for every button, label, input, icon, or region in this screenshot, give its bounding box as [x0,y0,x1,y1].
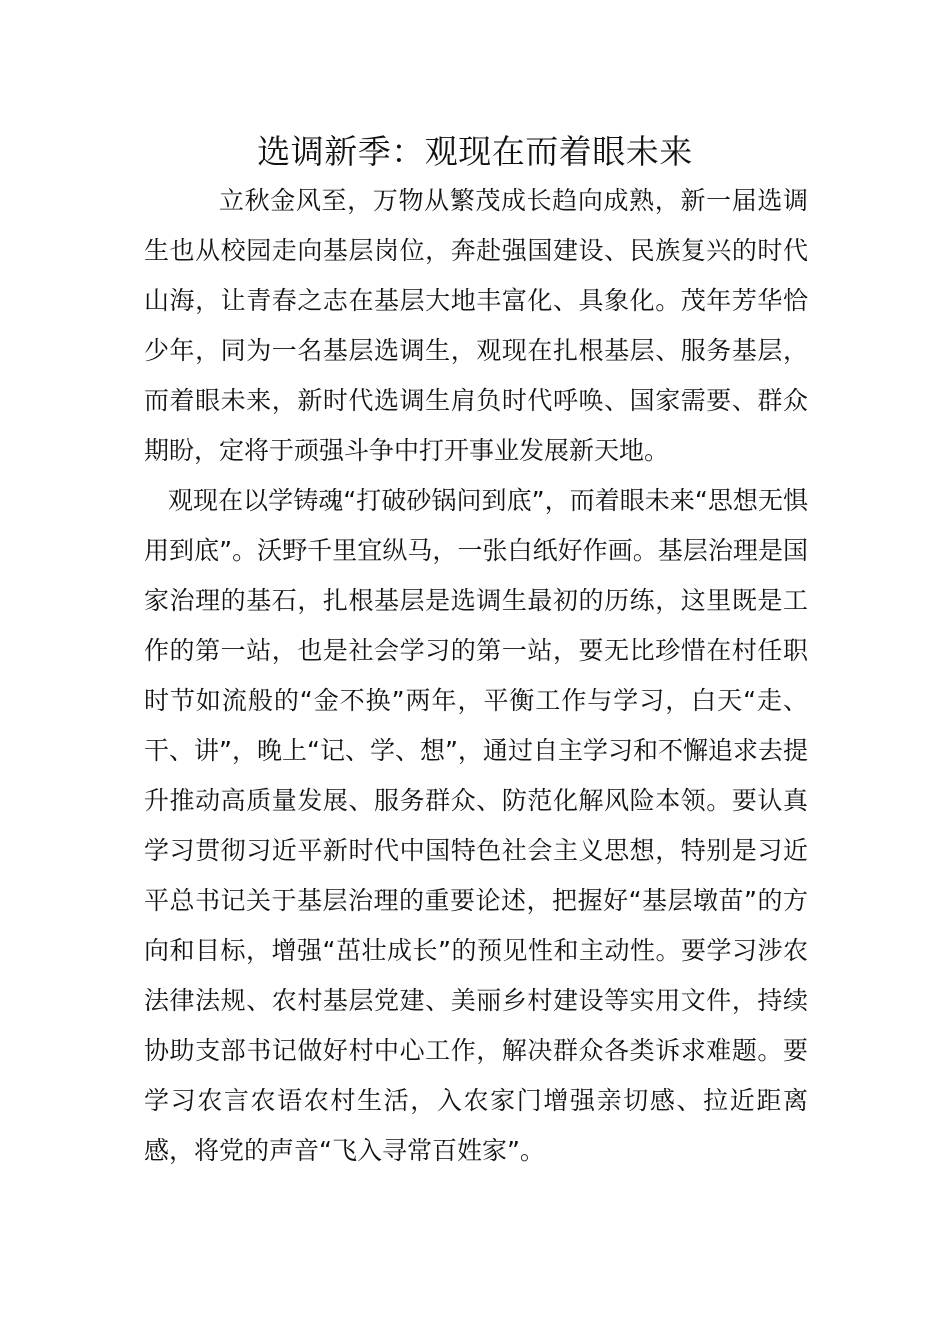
document-body [144,176,808,1176]
document-title: 选调新季：观现在而着眼未来 [257,132,693,171]
paragraph-intro: 立秋金风至，万物从繁茂成长趋向成熟，新一届选调生也从校园走向基层岗位，奔赴强国建设、民族复兴的时代山海，让青春之志在基层大地丰富化、具象化。茂年芳华恰少年，同为一名基层选调生，观现在扎根基层、服务基层，而着眼未来，新时代选调生肩负时代呼唤、国家需要、群众期盼，定将于顽强斗争中打开事业发展新天地。 [144,186,808,465]
paragraph-study: 观现在以学铸魂“打破砂锅问到底”，而着眼未来“思想无惧用到底”。沃野千里宜纵马，一张白纸好作画。基层治理是国家治理的基石，扎根基层是选调生最初的历练，这里既是工作的第一站，也是社会学习的第一站，要无比珍惜在村任职时节如流般的“金不换”两年，平衡工作与学习，白天“走、干、讲”，晚上“记、学、想”，通过自主学习和不懈追求去提升推动高质量发展、服务群众、防范化解风险本领。要认真学习贯彻习近平新时代中国特色社会主义思想，特别是习近平总书记关于基层治理的重要论述，把握好“基层墩苗”的方向和目标，增强“茁壮成长”的预见性和主动性。要学习涉农法律法规、农村基层党建、美丽乡村建设等实用文件，持续协助支部书记做好村中心工作，解决群众各类诉求难题。要学习农言农语农村生活，入农家门增强亲切感、拉近距离感，将党的声音“飞入寻常百姓家”。 [144,486,808,1165]
